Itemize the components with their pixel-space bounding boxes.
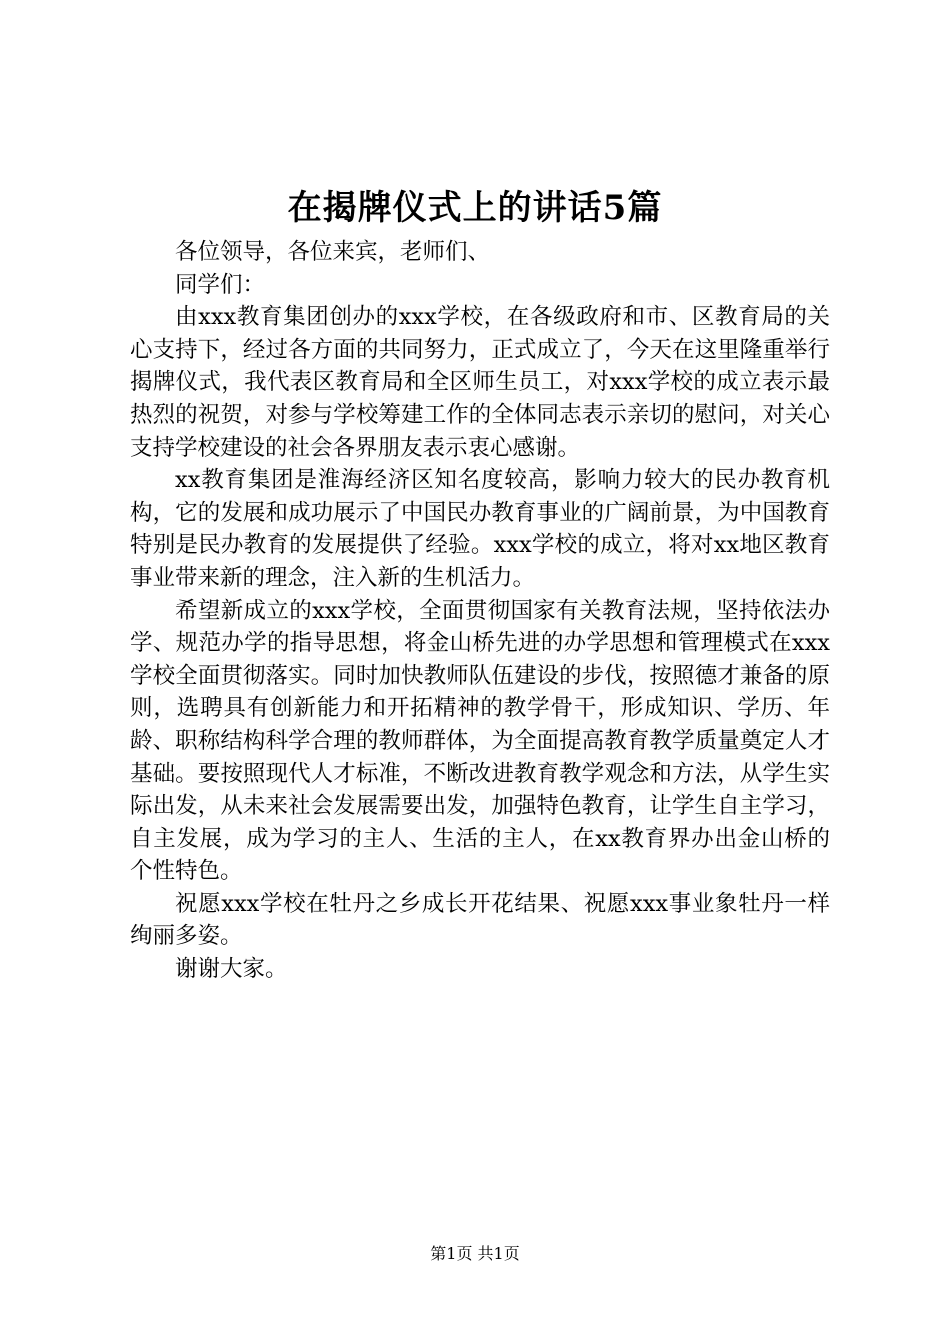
body-paragraph: 由xxx教育集团创办的xxx学校，在各级政府和市、区教育局的关心支持下，经过各方面的共同努力，正式成立了，今天在这里隆重举行揭牌仪式，我代表区教育局和全区师生员工，对xxx学校的成立表示最热烈的祝贺，对参与学校筹建工作的全体同志表示亲切的慰问，对关心支持学校建设的社会各界朋友表示衷心感谢。: [130, 304, 830, 461]
body-paragraph: 祝愿xxx学校在牡丹之乡成长开花结果、祝愿xxx事业象牡丹一样绚丽多姿。: [130, 890, 830, 950]
document-title: 在揭牌仪式上的讲话5篇: [287, 188, 663, 228]
body-paragraph: 希望新成立的xxx学校，全面贯彻国家有关教育法规，坚持依法办学、规范办学的指导思想，将金山桥先进的办学思想和管理模式在xxx学校全面贯彻落实。同时加快教师队伍建设的步伐，按照德才兼备的原则，选聘具有创新能力和开拓精神的教学骨干，形成知识、学历、年龄、职称结构科学合理的教师群体，为全面提高教育教学质量奠定人才基础。要按照现代人才标准，不断改进教育教学观念和方法，从学生实际出发，从未来社会发展需要出发，加强特色教育，让学生自主学习，自主发展，成为学习的主人、生活的主人，在xx教育界办出金山桥的个性特色。: [130, 597, 830, 885]
salutation-line-1: 各位领导，各位来宾，老师们、: [175, 239, 491, 265]
salutation-line-2: 同学们：: [175, 271, 266, 298]
body-paragraph: xx教育集团是淮海经济区知名度较高，影响力较大的民办教育机构，它的发展和成功展示了中国民办教育事业的广阔前景，为中国教育特别是民办教育的发展提供了经验。xxx学校的成立，将对xx地区教育事业带来新的理念，注入新的生机活力。: [130, 467, 830, 591]
closing-line: 谢谢大家。: [175, 956, 288, 983]
page-footer: 第1页 共1页: [430, 1244, 520, 1263]
document-body: [130, 236, 830, 986]
